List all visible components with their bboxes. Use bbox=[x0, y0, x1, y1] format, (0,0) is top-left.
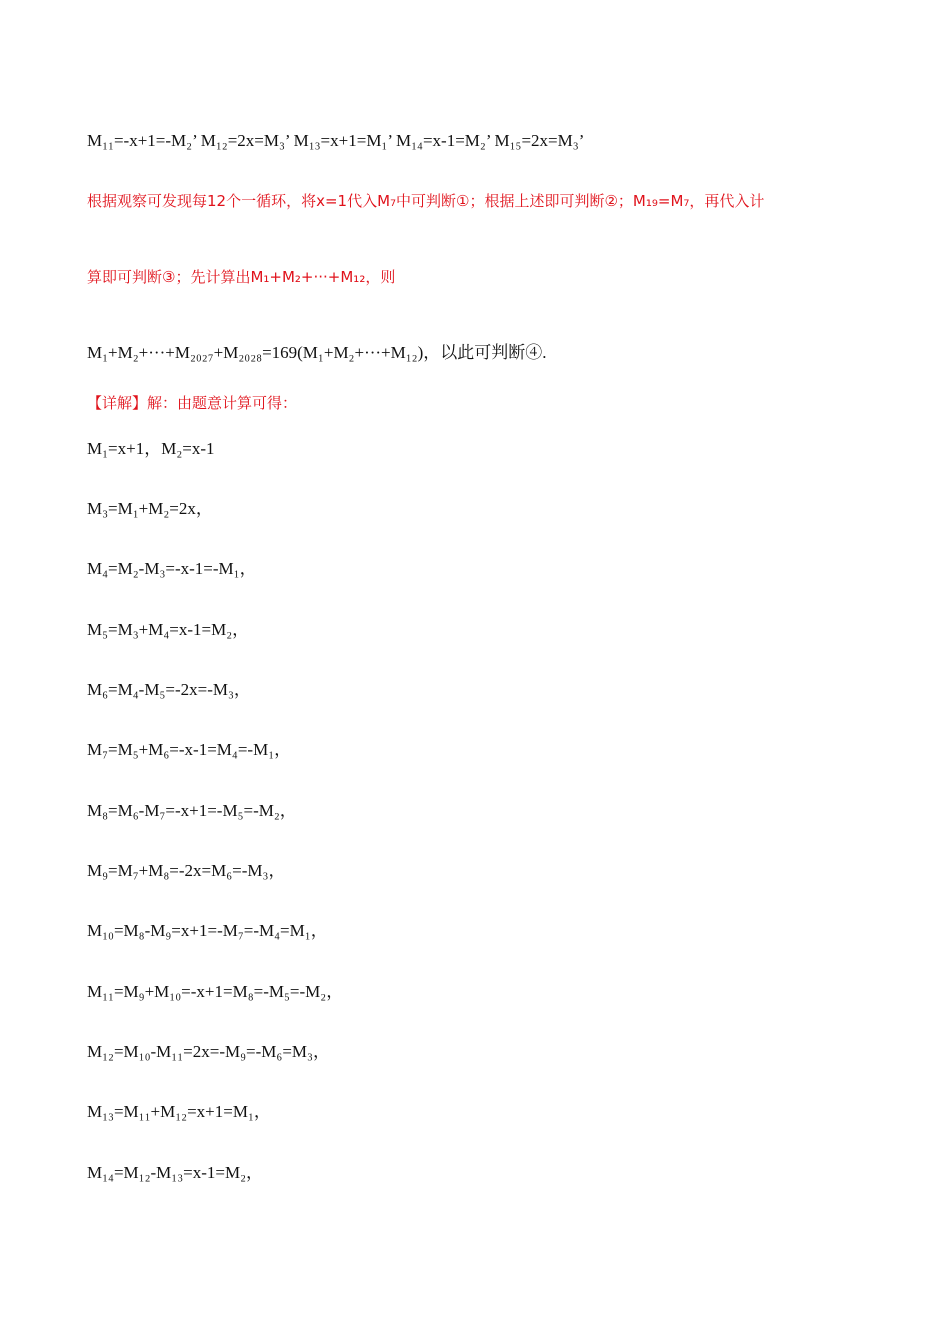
m12-line: M₁₂=M₁₀-M₁₁=2x=-M₉=-M₆=M₃， bbox=[87, 1042, 330, 1061]
equation-line-1: M₁₁=-x+1=-M₂’ M₁₂=2x=M₃’ M₁₃=x+1=M₁’ M₁₄=x-1=M₂’ M₁₅=2x=M₃’ bbox=[87, 131, 585, 150]
m3-line: M₃=M₁+M₂=2x， bbox=[87, 499, 213, 518]
m7-line: M₇=M₅+M₆=-x-1=M₄=-M₁， bbox=[87, 740, 292, 759]
m10-line: M₁₀=M₈-M₉=x+1=-M₇=-M₄=M₁， bbox=[87, 921, 328, 940]
m1-m2-line: M₁=x+1，M₂=x-1 bbox=[87, 439, 215, 458]
m8-line: M₈=M₆-M₇=-x+1=-M₅=-M₂， bbox=[87, 801, 297, 820]
m13-line: M₁₃=M₁₁+M₁₂=x+1=M₁， bbox=[87, 1102, 271, 1121]
sum-equation-line: M₁+M₂+···+M₂₀₂₇+M₂₀₂₈=169(M₁+M₂+···+M₁₂)，以此可判断④. bbox=[87, 343, 547, 362]
analysis-line-1: 根据观察可发现每12个一循环，将x=1代入M₇中可判断①；根据上述即可判断②；M₁₉=M₇，再代入计 bbox=[87, 192, 765, 210]
m11-line: M₁₁=M₉+M₁₀=-x+1=M₈=-M₅=-M₂， bbox=[87, 982, 344, 1001]
analysis-line-2: 算即可判断③；先计算出M₁+M₂+···+M₁₂，则 bbox=[87, 268, 396, 286]
detail-heading: 【详解】解：由题意计算可得： bbox=[87, 394, 298, 412]
m5-line: M₅=M₃+M₄=x-1=M₂， bbox=[87, 620, 250, 639]
m14-line: M₁₄=M₁₂-M₁₃=x-1=M₂， bbox=[87, 1163, 264, 1182]
m4-line: M₄=M₂-M₃=-x-1=-M₁， bbox=[87, 559, 257, 578]
m9-line: M₉=M₇+M₈=-2x=M₆=-M₃， bbox=[87, 861, 286, 880]
m6-line: M₆=M₄-M₅=-2x=-M₃， bbox=[87, 680, 251, 699]
